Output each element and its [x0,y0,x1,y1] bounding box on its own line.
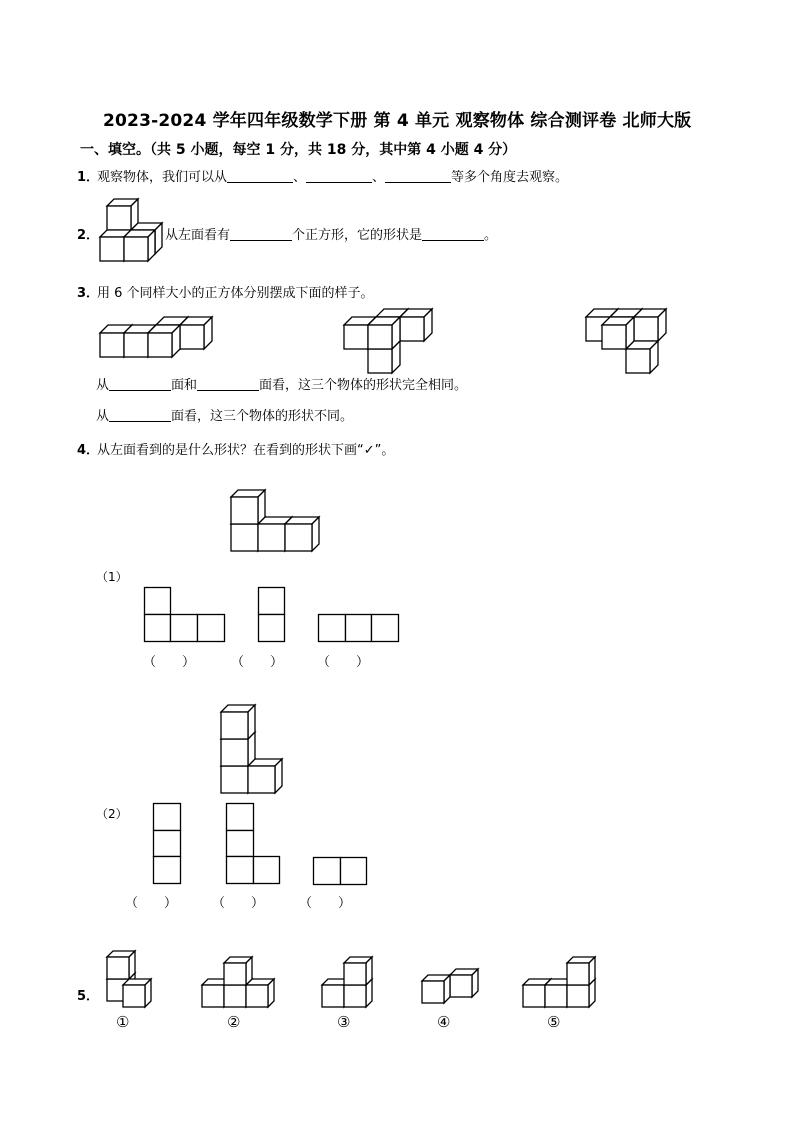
q3-figure-a [99,313,194,359]
q3-figure-b [343,313,428,359]
question-2 [165,224,497,243]
question-2-number: 2． [77,228,100,243]
answer-blank[interactable] [422,226,484,241]
answer-blank[interactable] [230,226,292,241]
q5-figure-3 [321,960,371,1008]
answer-blank[interactable] [306,168,372,183]
cube [148,325,180,357]
answer-blank[interactable] [109,407,171,422]
q5-label-2: ② [227,1013,241,1031]
q4-part1-option-b [258,587,286,643]
q5-label-3: ③ [337,1013,351,1031]
q4-part2-option-a [153,803,182,885]
question-text: 从 [96,378,110,393]
q5-label-1: ① [116,1013,130,1031]
answer-paren[interactable]: （ ） [143,655,196,670]
answer-paren[interactable]: （ ） [231,655,284,670]
section-heading: 一、填空。（共 5 小题，每空 1 分，共 18 分，其中第 4 小题 4 分） [80,142,517,158]
q4-part2-label: （2） [96,807,128,821]
cube [450,969,478,997]
question-5-number: 5． [77,989,100,1004]
q4-part1-label: （1） [96,570,128,584]
answer-blank[interactable] [109,376,171,391]
q4-part1-option-a [144,587,226,643]
cube [107,199,138,230]
q5-figure-2 [201,960,271,1008]
q5-figure-1 [100,953,150,1009]
question-number: 4． [77,443,100,458]
answer-paren[interactable]: （ ） [299,896,352,911]
cube [626,341,658,373]
page-title: 2023-2024 学年四年级数学下册 第 4 单元 观察物体 综合测评卷 北师大版 [103,111,692,131]
q4-part1-solid [230,489,320,551]
cube [221,705,255,739]
question-text: 观察物体，我们可以从 [97,170,228,185]
question-1 [77,166,568,185]
question-text: 从左面看到的是什么形状？在看到的形状下画“✓”。 [97,443,395,458]
answer-blank[interactable] [227,168,293,183]
q5-label-4: ④ [437,1013,451,1031]
answer-paren[interactable]: （ ） [212,896,265,911]
q5-figure-4 [421,973,471,1008]
question-text: 面和 [171,378,198,393]
q4-part2-solid [220,705,284,795]
question-text: 等多个角度去观察。 [451,170,569,185]
cube [231,490,265,524]
q2-cube-figure [99,200,163,264]
cube [422,975,450,1003]
q5-label-5: ⑤ [547,1013,561,1031]
question-text: 面看，这三个物体的形状不同。 [171,409,354,424]
answer-blank[interactable] [197,376,259,391]
cube [123,979,151,1007]
question-text: 从 [96,409,110,424]
separator: 、 [293,170,307,185]
answer-paren[interactable]: （ ） [317,655,370,670]
question-text: 。 [484,228,498,243]
q3-figure-c [577,313,672,359]
q3-line-1 [96,374,467,393]
separator: 、 [372,170,386,185]
cube [224,957,252,985]
question-text: 面看，这三个物体的形状完全相同。 [259,378,468,393]
question-text: 从左面看有 [165,228,231,243]
cube [248,759,282,793]
cube [344,957,372,985]
answer-blank[interactable] [385,168,451,183]
cube [602,317,634,349]
question-text: 个正方形，它的形状是 [292,228,423,243]
cube [107,951,135,979]
question-text: 用 6 个同样大小的正方体分别摆成下面的样子。 [97,286,374,301]
q5-figure-5 [522,960,592,1008]
q4-part2-option-c [313,857,369,886]
cube [567,957,595,985]
q4-part2-option-b [226,803,282,885]
cube [400,309,432,341]
cube [285,517,319,551]
answer-paren[interactable]: （ ） [125,896,178,911]
cube [246,979,274,1007]
cube [368,317,400,349]
question-3 [77,282,374,301]
cube [180,317,212,349]
cube [634,309,666,341]
question-number: 3． [77,286,100,301]
q3-line-2 [96,405,353,424]
question-4 [77,439,394,458]
cube [124,230,155,261]
question-number: 1． [77,170,100,185]
q4-part1-option-c [318,614,400,643]
